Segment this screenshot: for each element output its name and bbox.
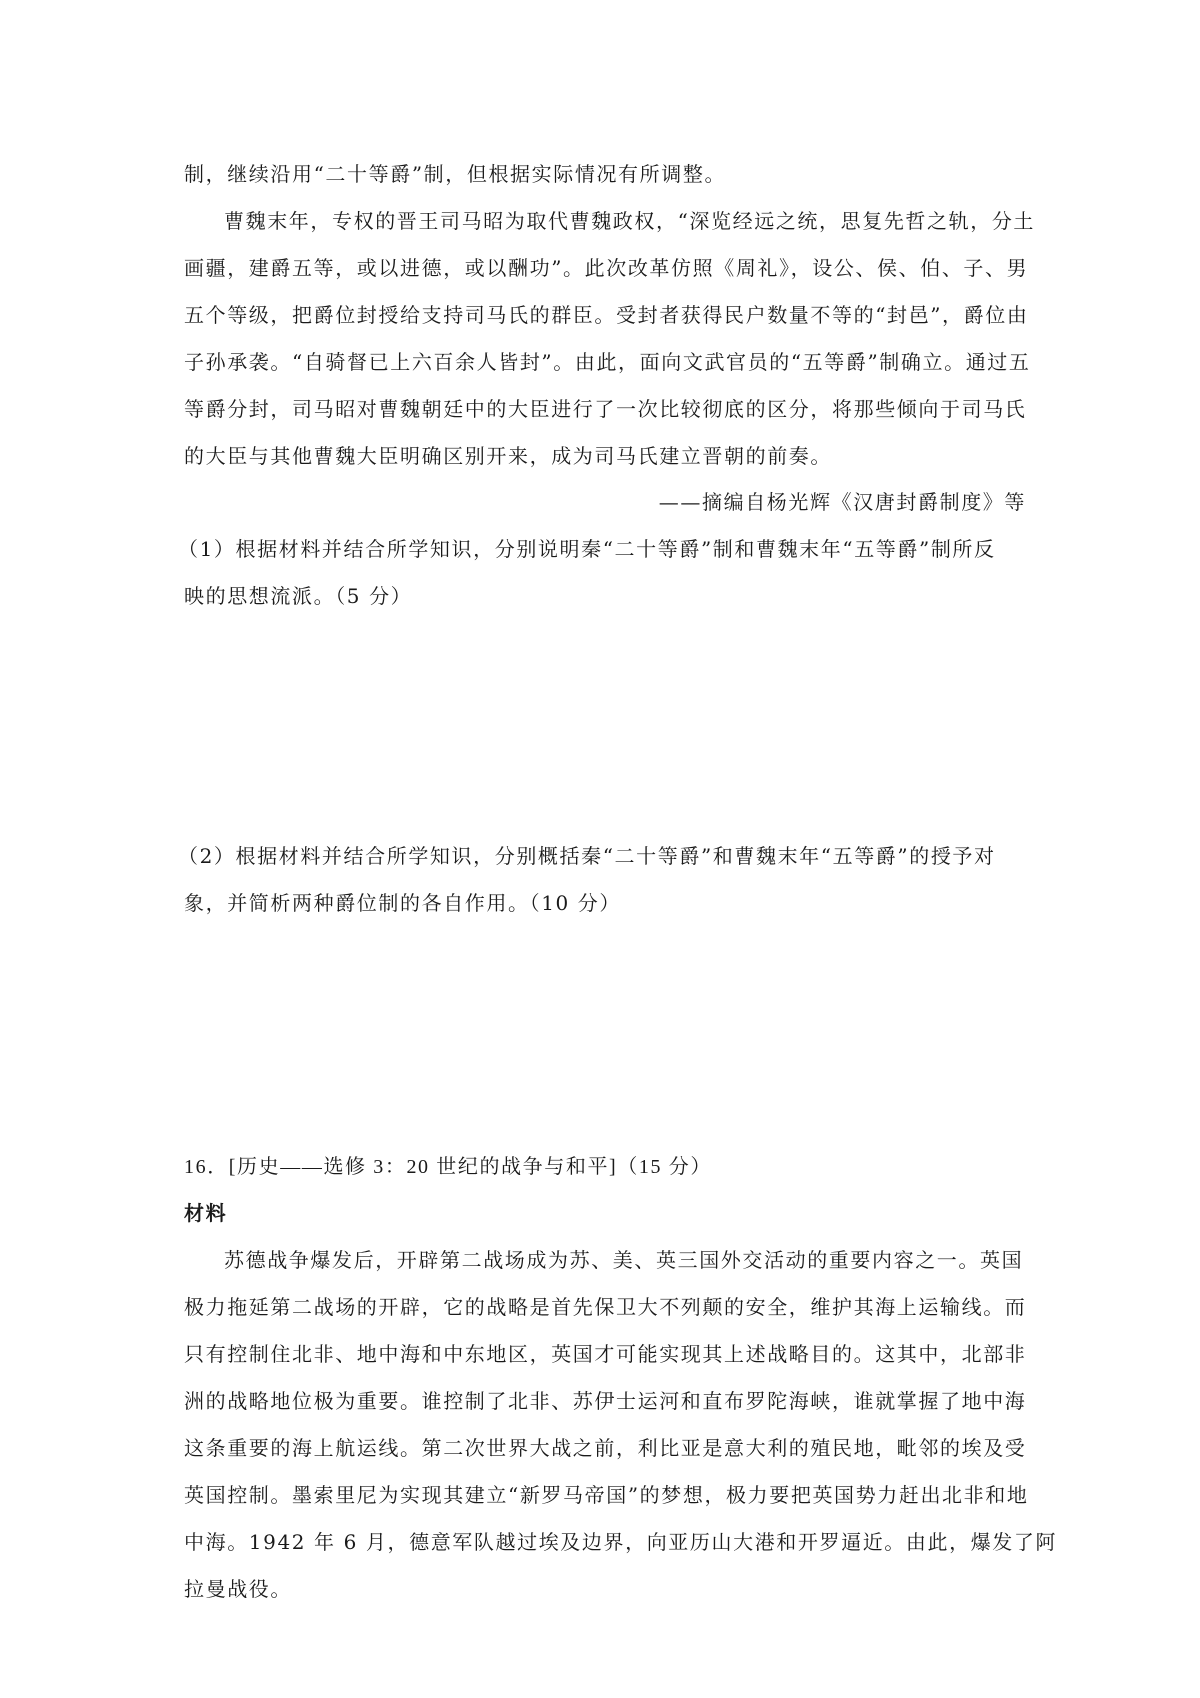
material-1-para-2-line: 画疆，建爵五等，或以进德，或以酬功”。此次改革仿照《周礼》，设公、侯、伯、子、男: [184, 256, 1029, 280]
question-2-line: 象，并简析两种爵位制的各自作用。（10 分）: [184, 891, 622, 915]
question-1-line: （1）根据材料并结合所学知识，分别说明秦“二十等爵”制和曹魏末年“五等爵”制所反: [178, 537, 996, 561]
material-1-para-2-line: 曹魏末年，专权的晋王司马昭为取代曹魏政权，“深览经远之统，思复先哲之轨，分土: [224, 209, 1036, 233]
material-1-para-2-line: 子孙承袭。“自骑督已上六百余人皆封”。由此，面向文武官员的“五等爵”制确立。通过五: [184, 350, 1031, 374]
material-1-source: ——摘编自杨光辉《汉唐封爵制度》等: [658, 490, 1026, 514]
question-1-line: 映的思想流派。（5 分）: [184, 584, 413, 608]
question-16-paragraph-line: 这条重要的海上航运线。第二次世界大战之前，利比亚是意大利的殖民地，毗邻的埃及受: [184, 1436, 1027, 1460]
question-16-paragraph-line: 英国控制。墨索里尼为实现其建立“新罗马帝国”的梦想，极力要把英国势力赶出北非和地: [184, 1483, 1029, 1507]
material-1-para-2-line: 的大臣与其他曹魏大臣明确区别开来，成为司马氏建立晋朝的前奏。: [184, 444, 832, 468]
question-2-line: （2）根据材料并结合所学知识，分别概括秦“二十等爵”和曹魏末年“五等爵”的授予对: [178, 844, 996, 868]
question-16-paragraph-line: 洲的战略地位极为重要。谁控制了北非、苏伊士运河和直布罗陀海峡，谁就掌握了地中海: [184, 1389, 1027, 1413]
material-1-para-2-line: 五个等级，把爵位封授给支持司马氏的群臣。受封者获得民户数量不等的“封邑”，爵位由: [184, 303, 1029, 327]
question-16-paragraph-line: 拉曼战役。: [184, 1577, 292, 1601]
material-1-line-1: 制，继续沿用“二十等爵”制，但根据实际情况有所调整。: [184, 162, 727, 186]
material-1-para-2-line: 等爵分封，司马昭对曹魏朝廷中的大臣进行了一次比较彻底的区分，将那些倾向于司马氏: [184, 397, 1027, 421]
question-16-paragraph-line: 只有控制住北非、地中海和中东地区，英国才可能实现其上述战略目的。这其中，北部非: [184, 1342, 1027, 1366]
material-label: 材料: [184, 1201, 228, 1225]
question-16-paragraph-line: 极力拖延第二战场的开辟，它的战略是首先保卫大不列颠的安全，维护其海上运输线。而: [184, 1295, 1027, 1319]
question-16-header: 16．[历史——选修 3：20 世纪的战争与和平]（15 分）: [184, 1156, 712, 1178]
question-16-paragraph-line: 苏德战争爆发后，开辟第二战场成为苏、美、英三国外交活动的重要内容之一。英国: [224, 1248, 1024, 1272]
question-16-paragraph-line: 中海。1942 年 6 月，德意军队越过埃及边界，向亚历山大港和开罗逼近。由此，爆发了阿: [184, 1530, 1058, 1554]
